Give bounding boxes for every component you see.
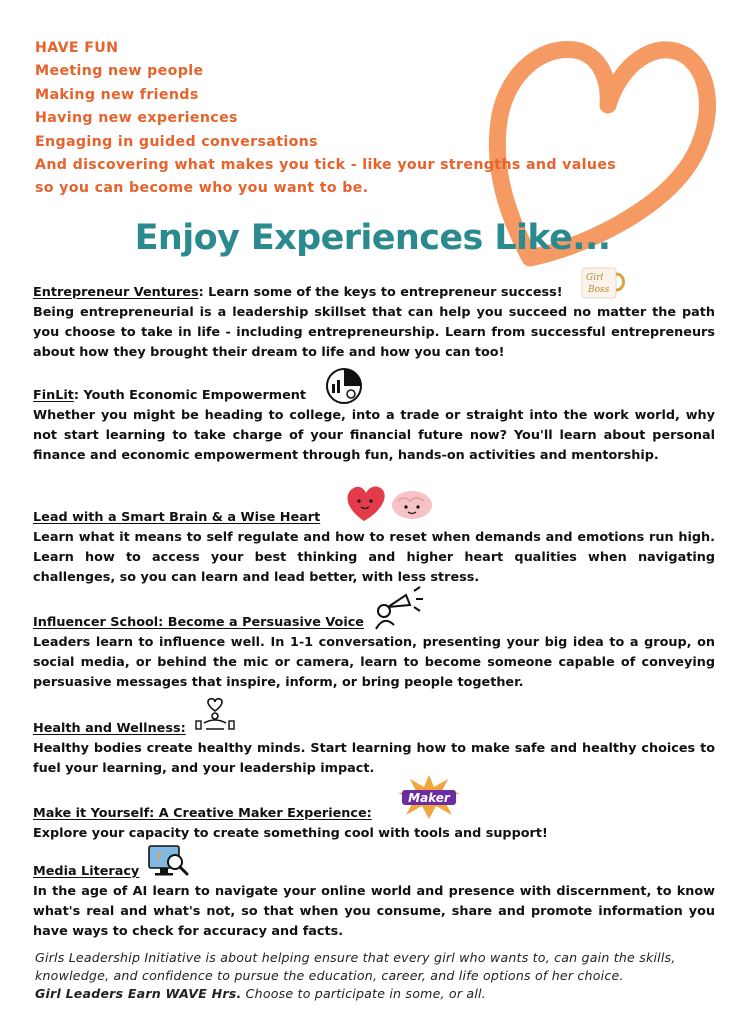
finance-chart-icon — [324, 366, 364, 406]
intro-line: HAVE FUN — [35, 40, 119, 56]
section-title-underlined: Media Literacy — [33, 864, 140, 879]
section-title-underlined: FinLit — [33, 388, 74, 403]
section-media-literacy — [33, 862, 715, 942]
section-maker — [33, 804, 715, 844]
intro-line: Having new experiences — [35, 110, 238, 127]
section-title — [33, 862, 715, 882]
mug-text-1: Girl — [586, 273, 604, 283]
footer-note — [35, 949, 725, 1003]
section-body: In the age of AI learn to navigate your online world and presence with discernment, to know what's real and what's not, so that when you consume, share and promote information you have ways to check for accuracy and facts. — [33, 884, 715, 939]
section-title — [33, 804, 715, 824]
section-title-underlined: Entrepreneur Ventures — [33, 285, 199, 300]
intro-line: Engaging in guided conversations — [35, 133, 318, 150]
section-title-underlined: Health and Wellness: — [33, 721, 186, 736]
section-title — [33, 386, 715, 406]
intro-line: so you can become who you want to be. — [35, 180, 369, 197]
section-body: Healthy bodies create healthy minds. Start learning how to make safe and healthy choices to fuel your learning, and your leadership impact. — [33, 741, 715, 776]
page-title: Enjoy Experiences Like... — [134, 218, 611, 258]
wellness-icon — [194, 697, 236, 733]
section-health — [33, 719, 715, 779]
have-fun-list — [35, 37, 715, 201]
mug-text-2: Boss — [588, 285, 610, 295]
section-title — [33, 719, 715, 739]
section-finlit — [33, 386, 715, 466]
footer-participate: Choose to participate in some, or all. — [241, 986, 486, 1001]
section-body: Explore your capacity to create something cool with tools and support! — [33, 826, 548, 841]
section-title-underlined: Influencer School: Become a Persuasive Voice — [33, 615, 364, 630]
section-title-underlined: Lead with a Smart Brain & a Wise Heart — [33, 510, 321, 525]
girl-boss-mug-icon — [578, 265, 628, 301]
footer-wave-hours: Girl Leaders Earn WAVE Hrs. — [35, 986, 242, 1001]
intro-line: And discovering what makes you tick - like your strengths and values — [35, 157, 617, 174]
megaphone-person-icon — [372, 585, 424, 631]
media-search-icon — [146, 840, 190, 880]
maker-badge-icon — [394, 773, 464, 821]
footer-mission: Girls Leadership Initiative is about helping ensure that every girl who wants to, can gain the skills, knowledge, and confidence to pursue the education, career, and life options of her choice. — [35, 950, 676, 983]
intro-line: Meeting new people — [35, 63, 204, 80]
section-title-underlined: Make it Yourself: A Creative Maker Experience: — [33, 806, 372, 821]
section-body: Learn what it means to self regulate and how to reset when demands and emotions run high. Learn how to access your best thinking and higher heart qualities when navigating challenges, so you can learn and lead better, with less stress. — [33, 530, 715, 585]
svg-text:?: ? — [156, 852, 162, 863]
section-body: Leaders learn to influence well. In 1-1 conversation, presenting your big idea to a group, on social media, or behind the mic or camera, learn to become someone capable of conveying persuasive messages that inspire, inform, or bring people together. — [33, 635, 715, 690]
section-body: Being entrepreneurial is a leadership skillset that can help you succeed no matter the path you choose to take in life - including entrepreneurship. Learn from successful entrepreneurs about how they brought their dream to life and how you can too! — [33, 305, 715, 360]
heart-and-brain-icon — [342, 481, 438, 527]
section-title-suffix: : Learn some of the keys to entrepreneur success! — [198, 285, 563, 300]
section-body: Whether you might be heading to college, into a trade or straight into the work world, why not start learning to take charge of your financial future now? You'll learn about personal finance and economic empowerment through fun, hands-on activities and mentorship. — [33, 408, 715, 463]
section-title-suffix: : Youth Economic Empowerment — [73, 388, 307, 403]
intro-line: Making new friends — [35, 86, 199, 103]
maker-badge-text: Maker — [408, 791, 450, 805]
